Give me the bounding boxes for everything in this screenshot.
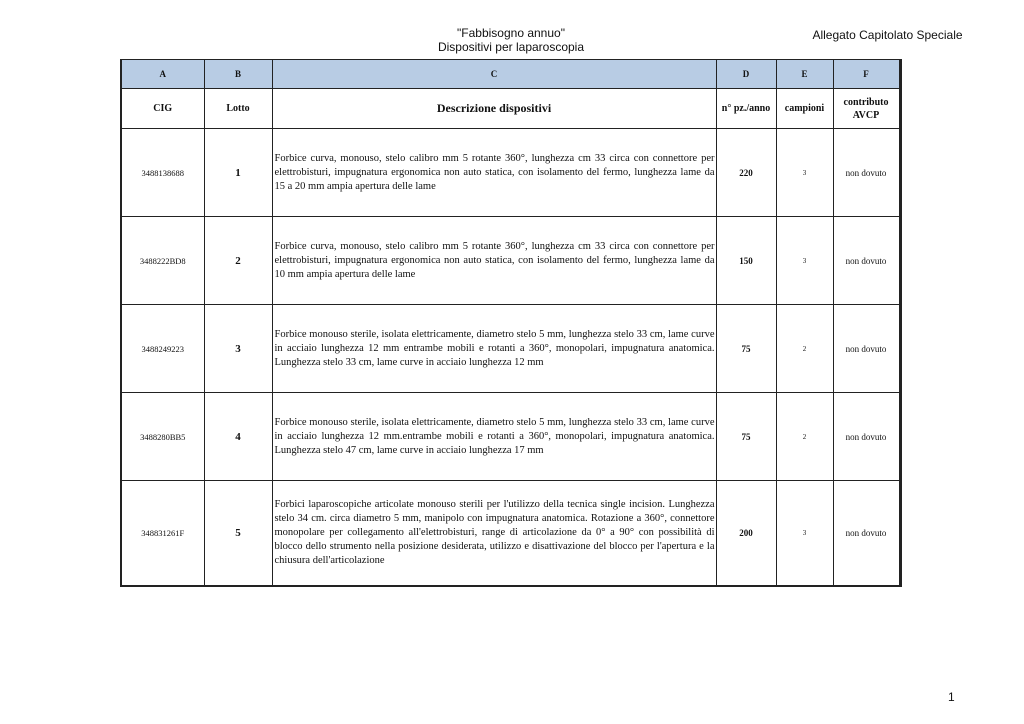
cell-campioni: 3 xyxy=(776,481,833,587)
cell-descrizione: Forbice curva, monouso, stelo calibro mm 5 rotante 360°, lunghezza cm 33 circa con connettore per elettrobisturi, impugnatura ergonomica non auto statica, con isolamento del fermo, lunghezza lame da 15 a 20 mm ampia apertura delle lame xyxy=(272,129,716,217)
column-letter-a: A xyxy=(121,60,204,89)
table-row xyxy=(121,305,900,393)
column-letter-b: B xyxy=(204,60,272,89)
cell-descrizione: Forbice curva, monouso, stelo calibro mm 5 rotante 360°, lunghezza cm 33 circa con connettore per elettrobisturi, impugnatura ergonomica non auto statica, con isolamento del fermo, lunghezza lame da 10 mm ampia apertura delle lame xyxy=(272,217,716,305)
cell-campioni: 3 xyxy=(776,129,833,217)
cell-lotto: 1 xyxy=(204,129,272,217)
column-letter-f: F xyxy=(833,60,900,89)
cell-pz-anno: 75 xyxy=(716,305,776,393)
cell-cig: 3488222BD8 xyxy=(121,217,204,305)
cell-lotto: 5 xyxy=(204,481,272,587)
cell-pz-anno: 75 xyxy=(716,393,776,481)
cell-cig: 348831261F xyxy=(121,481,204,587)
column-letter-row xyxy=(121,60,900,89)
column-letter-d: D xyxy=(716,60,776,89)
cell-campioni: 3 xyxy=(776,217,833,305)
cell-contributo: non dovuto xyxy=(833,305,900,393)
cell-cig: 3488249223 xyxy=(121,305,204,393)
header-contributo-line1: contributo xyxy=(843,96,889,108)
cell-pz-anno: 150 xyxy=(716,217,776,305)
devices-table xyxy=(120,59,902,587)
header-pz-anno: n° pz./anno xyxy=(716,89,776,129)
cell-campioni: 2 xyxy=(776,393,833,481)
header-contributo xyxy=(833,89,900,129)
table-row xyxy=(121,481,900,587)
cell-campioni: 2 xyxy=(776,305,833,393)
cell-lotto: 2 xyxy=(204,217,272,305)
column-header-row xyxy=(121,89,900,129)
header-descrizione: Descrizione dispositivi xyxy=(272,89,716,129)
title-line-2: Dispositivi per laparoscopia xyxy=(437,40,585,54)
page-number: 1 xyxy=(948,690,955,704)
table-row xyxy=(121,393,900,481)
cell-descrizione: Forbice monouso sterile, isolata elettricamente, diametro stelo 5 mm, lunghezza stelo 33 cm, lame curve in acciaio lunghezza 12 mm entrambe mobili e rotanti a 360°, monopolari, impugnatura anatomica. Lunghezza stelo 33 cm, lame curve in acciaio lunghezza 12 mm xyxy=(272,305,716,393)
header-campioni: campioni xyxy=(776,89,833,129)
cell-lotto: 3 xyxy=(204,305,272,393)
cell-contributo: non dovuto xyxy=(833,393,900,481)
table-row xyxy=(121,217,900,305)
cell-contributo: non dovuto xyxy=(833,481,900,587)
header-cig: CIG xyxy=(121,89,204,129)
cell-pz-anno: 200 xyxy=(716,481,776,587)
cell-descrizione: Forbici laparoscopiche articolate monouso sterili per l'utilizzo della tecnica single incision. Lunghezza stelo 34 cm. circa diametro 5 mm, manipolo con impugnatura anatomica. Rotazione a 360°, connettore monopolare per collegamento all'elettrobisturi, range di articolazione da 0° a 90° con possibilità di blocco dello strumento nella posizione desiderata, utilizzo e disattivazione del blocco per l'apertura e la chiusura dell'articolazione xyxy=(272,481,716,587)
table-row xyxy=(121,129,900,217)
cell-cig: 3488138688 xyxy=(121,129,204,217)
cell-contributo: non dovuto xyxy=(833,129,900,217)
column-letter-c: C xyxy=(272,60,716,89)
column-letter-e: E xyxy=(776,60,833,89)
title-line-1: "Fabbisogno annuo" xyxy=(457,26,565,40)
header-contributo-line2: AVCP xyxy=(852,109,880,121)
cell-pz-anno: 220 xyxy=(716,129,776,217)
cell-descrizione: Forbice monouso sterile, isolata elettricamente, diametro stelo 5 mm, lunghezza stelo 33 cm, lame curve in acciaio lunghezza 12 mm.entrambe mobili e rotanti a 360°, monopolari, impugnatura anatomica. Lunghezza stelo 47 cm, lame curve in acciaio lunghezza 17 mm xyxy=(272,393,716,481)
cell-lotto: 4 xyxy=(204,393,272,481)
document-title xyxy=(380,26,642,54)
cell-contributo: non dovuto xyxy=(833,217,900,305)
allegato-label: Allegato Capitolato Speciale xyxy=(812,28,963,42)
cell-cig: 3488280BB5 xyxy=(121,393,204,481)
header-lotto: Lotto xyxy=(204,89,272,129)
